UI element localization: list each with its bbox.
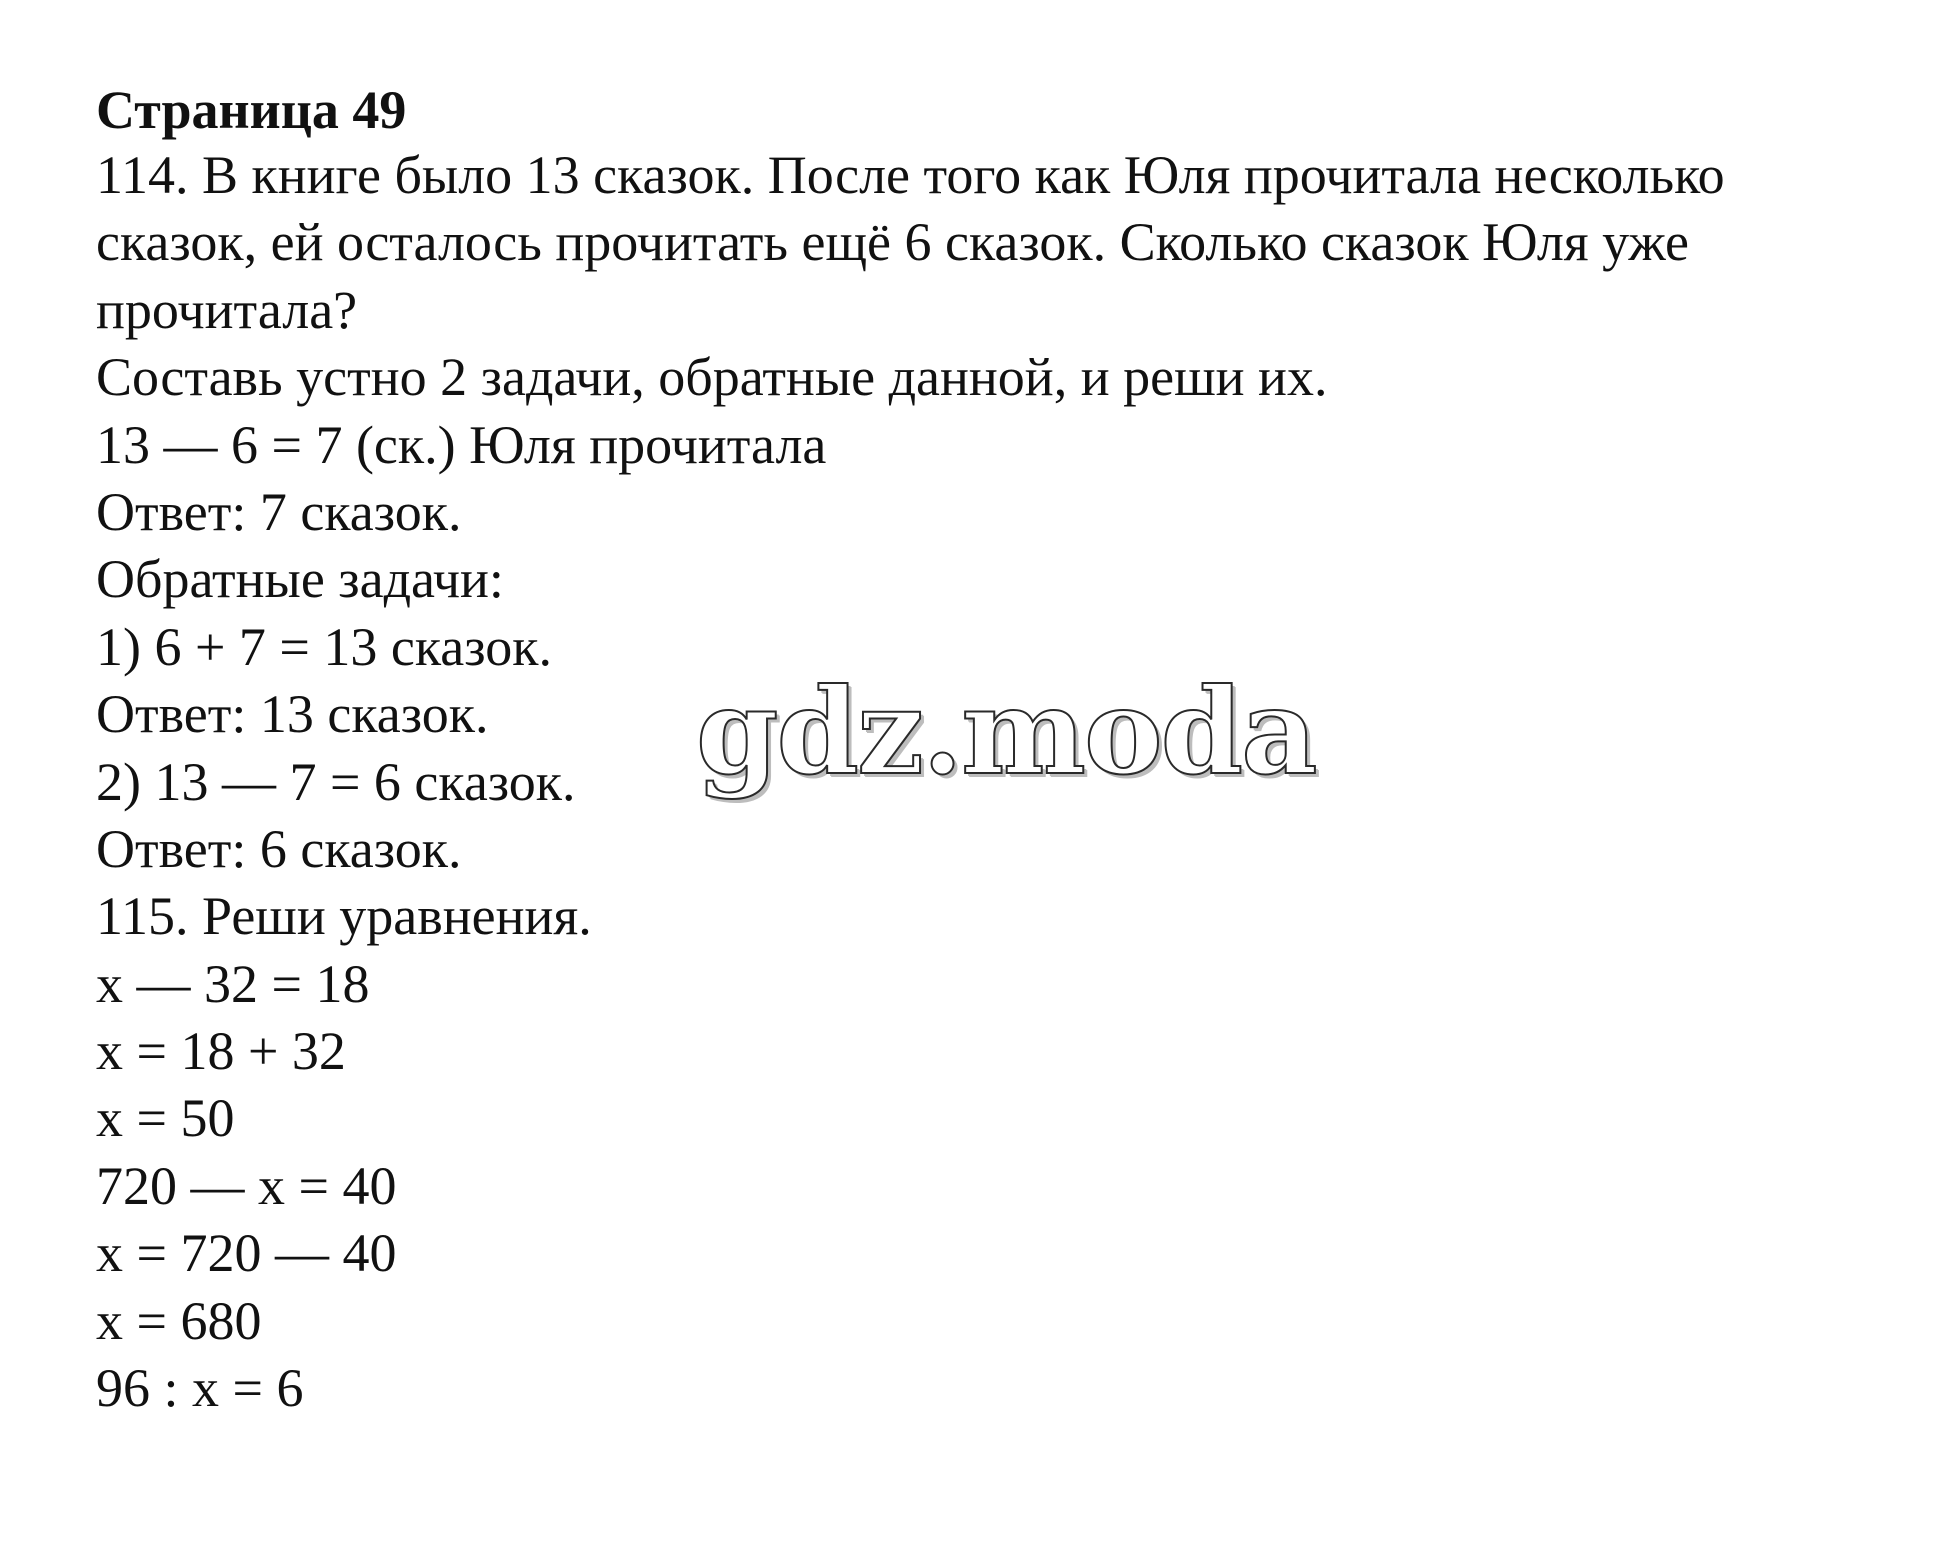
text-line: Ответ: 6 сказок. [96,818,462,879]
text-line: 2) 13 — 7 = 6 сказок. [96,751,576,812]
text-line: x = 680 [96,1290,262,1351]
text-line: x — 32 = 18 [96,953,370,1014]
page-title: Страница 49 [96,80,407,140]
watermark-logo: gdz.moda [696,662,1316,801]
text-line: 720 — x = 40 [96,1155,397,1216]
text-line: 1) 6 + 7 = 13 сказок. [96,616,552,677]
text-line: Ответ: 13 сказок. [96,684,489,745]
text-line: x = 18 + 32 [96,1021,346,1082]
text-line: прочитала? [96,279,358,340]
text-line: 13 — 6 = 7 (ск.) Юля прочитала [96,414,827,475]
text-line: 114. В книге было 13 сказок. После того как Юля прочитала несколько [96,145,1725,205]
text-line: Обратные задачи: [96,549,504,610]
text-line: Ответ: 7 сказок. [96,481,462,542]
text-line: 96 : x = 6 [96,1358,304,1419]
text-line: сказок, ей осталось прочитать ещё 6 сказок. Сколько сказок Юля уже [96,212,1689,273]
text-line: Составь устно 2 задачи, обратные данной, и реши их. [96,347,1328,408]
text-line: x = 720 — 40 [96,1223,397,1284]
text-line: x = 50 [96,1088,235,1149]
text-line: 115. Реши уравнения. [96,886,592,947]
